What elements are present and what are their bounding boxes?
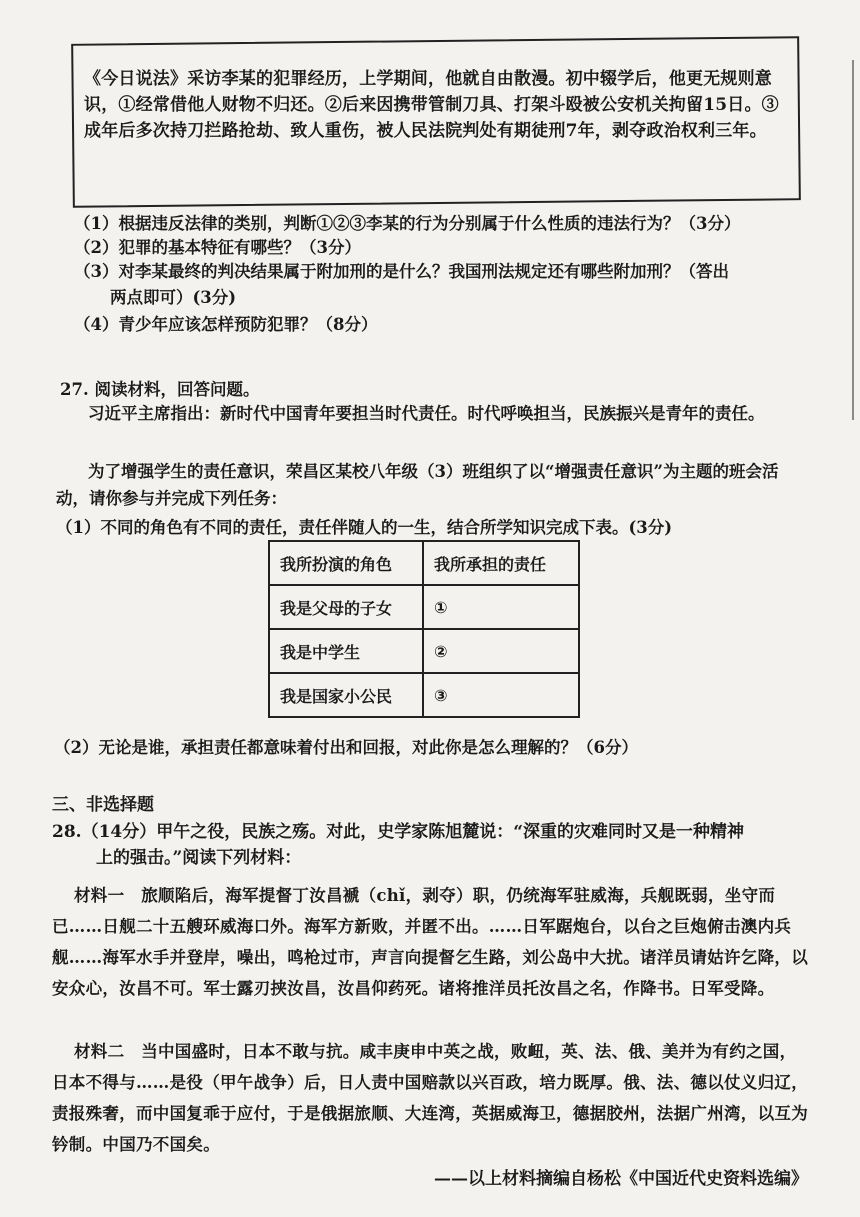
q26-sub1: （1）根据违反法律的类别，判断①②③李某的行为分别属于什么性质的违法行为？（3分）	[74, 214, 741, 233]
role-cell: 我是父母的子女	[269, 585, 423, 629]
table-row	[269, 673, 579, 717]
section-title: 三、非选择题	[52, 795, 154, 815]
q28-stem-line1: 28.（14分）甲午之役，民族之殇。对此，史学家陈旭麓说：“深重的灾难同时又是一种精神	[52, 822, 745, 842]
q27-stem: 27. 阅读材料，回答问题。	[60, 380, 260, 399]
q28-stem-line2: 上的强击。”阅读下列材料：	[96, 848, 302, 868]
q26-sub2: （2）犯罪的基本特征有哪些？（3分）	[74, 238, 361, 257]
material-one: 材料一 旅顺陷后，海军提督丁汝昌褫（chǐ，剥夺）职，仍统海军驻威海，兵舰既弱，坐守而已……日舰二十五艘环威海口外。海军方新败，并匿不出。……日军踞炮台，以台之巨炮俯击澳内兵舰……海军水手并登岸，噪出，鸣枪过市，声言向提督乞生路，刘公岛中大扰。诸洋员请姑许乞降，以安众心，汝昌不可。军士露刃挟汝昌，汝昌仰药死。诸将推洋员托汝昌之名，作降书。日军受降。	[52, 886, 808, 998]
responsibility-table	[268, 540, 580, 718]
table-header-cell: 我所扮演的角色	[269, 541, 423, 585]
q27-sub1: （1）不同的角色有不同的责任，责任伴随人的一生，结合所学知识完成下表。(3分)	[56, 518, 673, 537]
answer-slot: ③	[423, 673, 579, 717]
q26-sub3-line2: 两点即可）(3分)	[110, 288, 237, 307]
table-header-row	[269, 541, 579, 585]
table-header-cell: 我所承担的责任	[423, 541, 579, 585]
material-source: ——以上材料摘编自杨松《中国近代史资料选编》	[434, 1169, 808, 1189]
table-row	[269, 585, 579, 629]
role-cell: 我是国家小公民	[269, 673, 423, 717]
table-row	[269, 629, 579, 673]
page-edge-line	[852, 60, 854, 420]
role-cell: 我是中学生	[269, 629, 423, 673]
answer-slot: ②	[423, 629, 579, 673]
case-box-text: 《今日说法》采访李某的犯罪经历，上学期间，他就自由散漫。初中辍学后，他更无规则意识，①经常借他人财物不归还。②后来因携带管制刀具、打架斗殴被公安机关拘留15日。③成年后多次持刀拦路抢劫、致人重伤，被人民法院判处有期徒刑7年，剥夺政治权利三年。	[84, 69, 779, 141]
answer-slot: ①	[423, 585, 579, 629]
material-two: 材料二 当中国盛时，日本不敢与抗。咸丰庚申中英之战，败衄，英、法、俄、美并为有约之国，日本不得与……是役（甲午战争）后，日人责中国赔款以兴百政，培力既厚。俄、法、德以仗义归辽，责报殊奢，而中国复乖于应付，于是俄据旅顺、大连湾，英据威海卫，德据胶州，法据广州湾，以互为钤制。中国乃不国矣。	[52, 1042, 808, 1154]
q27-sub2: （2）无论是谁，承担责任都意味着付出和回报，对此你是怎么理解的？（6分）	[54, 738, 638, 757]
q26-sub3-line1: （3）对李某最终的判决结果属于附加刑的是什么？我国刑法规定还有哪些附加刑？（答出	[74, 262, 729, 281]
q27-quote: 习近平主席指出：新时代中国青年要担当时代责任。时代呼唤担当，民族振兴是青年的责任。	[88, 404, 765, 423]
q27-intro: 为了增强学生的责任意识，荣昌区某校八年级（3）班组织了以“增强责任意识”为主题的班会活动，请你参与并完成下列任务：	[56, 462, 779, 508]
q26-sub4: （4）青少年应该怎样预防犯罪？（8分）	[74, 315, 378, 334]
